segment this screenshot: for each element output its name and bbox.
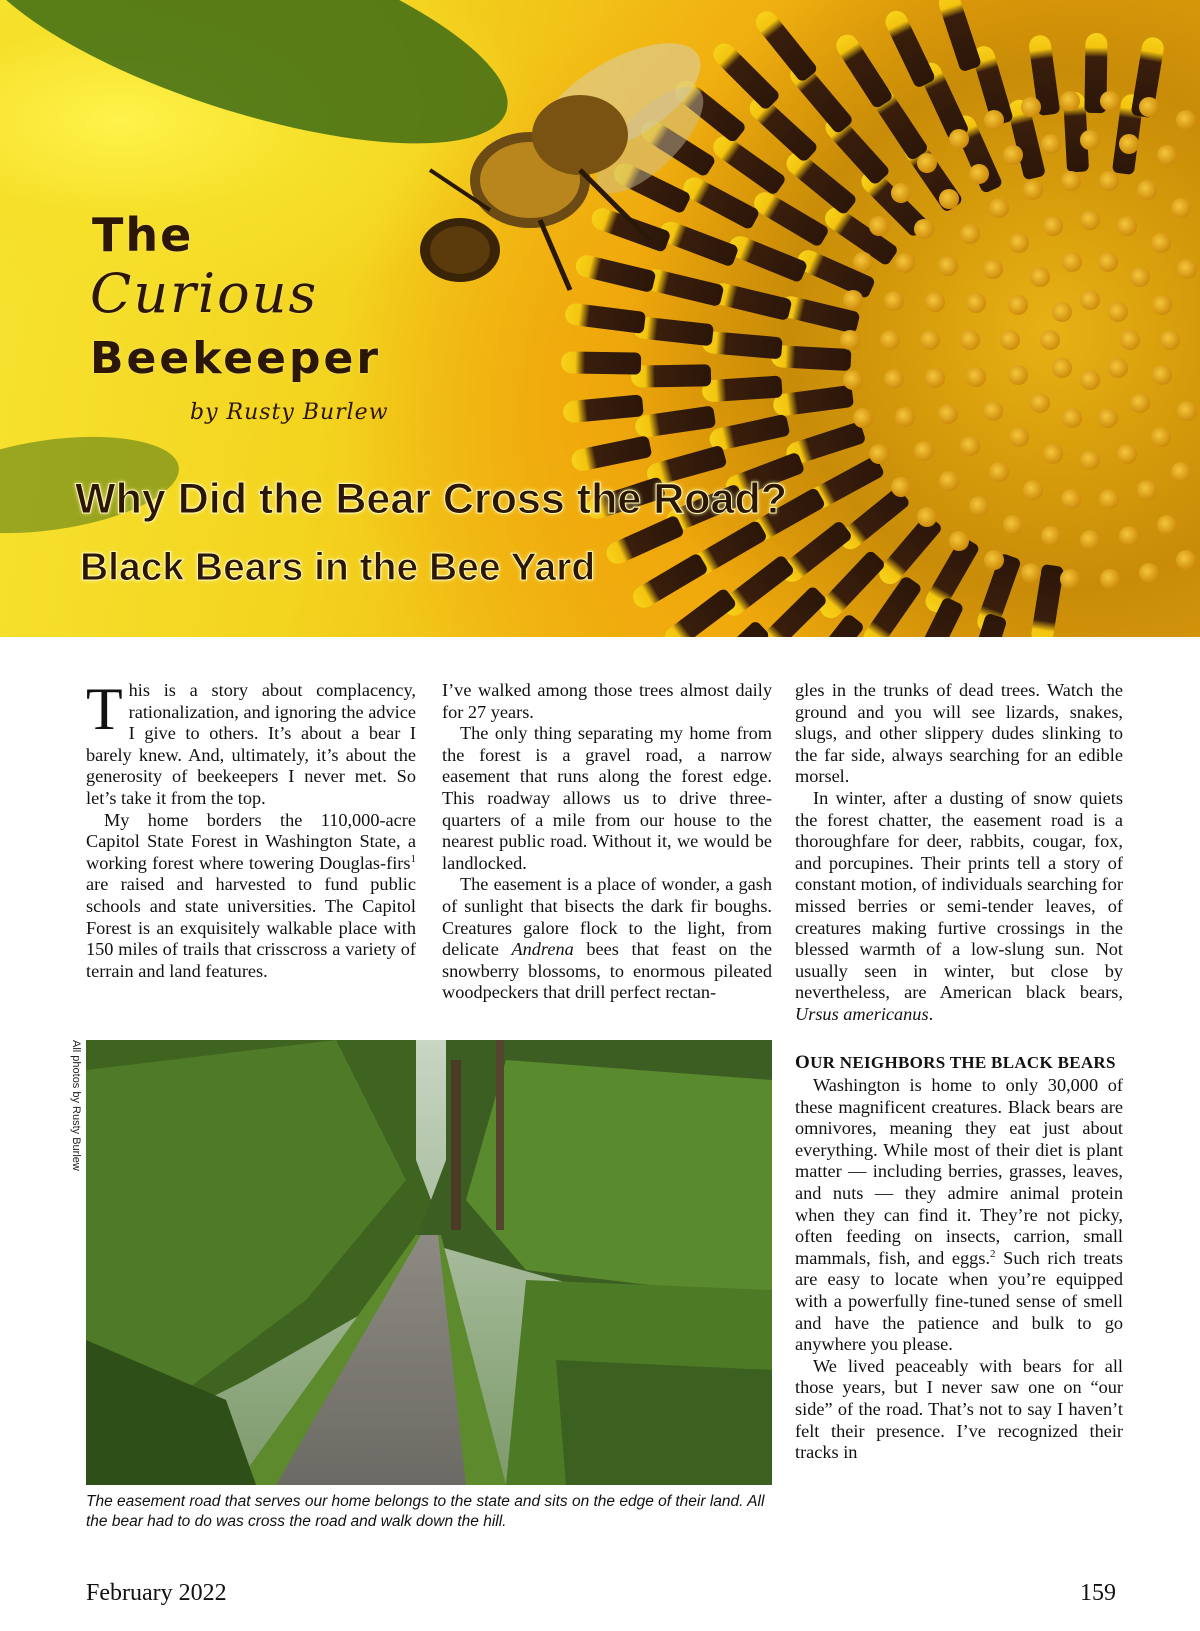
seed-floret bbox=[966, 367, 986, 387]
seed-floret bbox=[1177, 259, 1197, 279]
paragraph-text: Such rich treats are easy to locate when you’re equipped with a powerfully fine-tuned sense of smell and have the patience and bulk to go anywhere you please. bbox=[795, 1247, 1123, 1355]
seed-floret bbox=[1080, 530, 1100, 550]
photo-credit-text: All photos by Rusty Burlew bbox=[70, 1040, 82, 1171]
paragraph-text: My home borders the 110,000-acre Capitol State Forest in Washington State, a working forest where towering Douglas-firs bbox=[86, 809, 416, 873]
seed-floret bbox=[938, 256, 958, 276]
seed-floret bbox=[869, 444, 889, 464]
headline: Why Did the Bear Cross the Road? bbox=[75, 475, 787, 523]
seed-floret bbox=[1152, 365, 1172, 385]
paragraph: gles in the trunks of dead trees. Watch the ground and you will see lizards, snakes, slugs, and other slippery dudes slinking to the far side, always searching for an edible morsel. bbox=[795, 680, 1123, 787]
seed-floret bbox=[1009, 233, 1029, 253]
paragraph bbox=[86, 810, 416, 983]
header-image bbox=[0, 0, 1200, 637]
page-number: 159 bbox=[1080, 1580, 1116, 1606]
paragraph-text: are raised and harvested to fund public schools and state universities. The Capitol Forest is an exquisitely walkable place with 150 miles of trails that crisscross a variety of terrain and land features. bbox=[86, 874, 416, 981]
paragraph bbox=[795, 1075, 1123, 1356]
paragraph bbox=[442, 874, 772, 1004]
seed-floret bbox=[1021, 563, 1041, 583]
seed-floret bbox=[939, 189, 959, 209]
subheadline: Black Bears in the Bee Yard bbox=[80, 546, 596, 589]
seed-floret bbox=[983, 401, 1003, 421]
seed-floret bbox=[984, 110, 1004, 130]
byline: by Rusty Burlew bbox=[190, 400, 389, 425]
seed-floret bbox=[1080, 450, 1100, 470]
seed-floret bbox=[1080, 370, 1100, 390]
genus-name: Andrena bbox=[511, 939, 574, 960]
seed-floret bbox=[949, 129, 969, 149]
seed-floret bbox=[895, 253, 915, 273]
section-heading-rest: UR NEIGHBORS THE BLACK BEARS bbox=[810, 1052, 1116, 1072]
paragraph-text: Washington is home to only 30,000 of these magnificent creatures. Black bears are omnivores, meaning they eat just about everything. While most of their diet is plant matter — including berries, grasses, leaves, and nuts — they admire animal protein when they can find it. They’re not picky, often feeding on insects, carrion, small mammals, fish, and eggs. bbox=[795, 1075, 1123, 1268]
species-name: Ursus americanus bbox=[795, 1003, 929, 1024]
seed-floret bbox=[1098, 408, 1118, 428]
paragraph-text: In winter, after a dusting of snow quiets the forest chatter, the easement road is a thoroughfare for deer, rabbits, cougar, fox, and porcupines. Their prints tell a story of constant motion, of individuals searching for missed berries or semi-tender leaves, of creatures making furtive crossings in the blessed warmth of a low-slung sun. Not usually seen in winter, but close by nevertheless, are American black bears, bbox=[795, 787, 1123, 1003]
seed-floret bbox=[989, 462, 1009, 482]
seed-floret bbox=[1062, 252, 1082, 272]
floret bbox=[634, 405, 716, 438]
seed-floret bbox=[1098, 252, 1118, 272]
seed-floret bbox=[1120, 330, 1140, 350]
floret bbox=[701, 376, 782, 403]
floret bbox=[725, 233, 807, 283]
seed-floret bbox=[1119, 526, 1139, 546]
seed-floret bbox=[1023, 480, 1043, 500]
floret bbox=[936, 0, 982, 73]
seed-floret bbox=[1008, 365, 1028, 385]
seed-floret bbox=[969, 496, 989, 516]
issue-date: February 2022 bbox=[86, 1580, 227, 1606]
seed-floret bbox=[925, 368, 945, 388]
seed-floret bbox=[1080, 290, 1100, 310]
floret bbox=[772, 385, 854, 417]
seed-floret bbox=[1177, 401, 1197, 421]
seed-floret bbox=[1176, 110, 1196, 130]
seed-floret bbox=[1052, 358, 1072, 378]
seed-floret bbox=[1160, 330, 1180, 350]
paragraph-text: The easement is a place of wonder, a gash of sunlight that bisects the dark fir boughs. Creatures galore flock to the light, from delicate bbox=[442, 874, 772, 960]
seed-floret bbox=[949, 531, 969, 551]
seed-floret bbox=[1000, 330, 1020, 350]
seed-floret bbox=[1176, 550, 1196, 570]
seed-floret bbox=[1060, 569, 1080, 589]
article-column-3 bbox=[795, 680, 1123, 1464]
paragraph-text: his is a story about complacency, rationalization, and ignoring the advice I give to others. It’s about a bear I barely knew. And, ultimately, it’s about the generosity of beekeepers I never met. So let’s take it from the top. bbox=[86, 680, 416, 808]
floret bbox=[815, 550, 886, 623]
floret bbox=[631, 365, 711, 388]
seed-floret bbox=[1080, 130, 1100, 150]
paragraph: I’ve walked among those trees almost daily for 27 years. bbox=[442, 680, 772, 722]
seed-floret bbox=[1043, 444, 1063, 464]
seed-floret bbox=[1099, 171, 1119, 191]
seed-floret bbox=[884, 369, 904, 389]
seed-floret bbox=[920, 330, 940, 350]
seed-floret bbox=[884, 291, 904, 311]
footnote-marker: 2 bbox=[990, 1247, 996, 1260]
seed-floret bbox=[1040, 330, 1060, 350]
seed-floret bbox=[1119, 134, 1139, 154]
floret bbox=[771, 344, 852, 370]
seed-floret bbox=[1061, 171, 1081, 191]
seed-floret bbox=[1108, 302, 1128, 322]
seed-floret bbox=[1139, 97, 1159, 117]
seed-floret bbox=[925, 292, 945, 312]
seed-floret bbox=[1171, 198, 1191, 218]
floret bbox=[782, 148, 858, 216]
paragraph-text: . bbox=[928, 1003, 934, 1024]
seed-floret bbox=[853, 252, 873, 272]
seed-floret bbox=[1021, 97, 1041, 117]
seed-floret bbox=[914, 219, 934, 239]
photo-credit bbox=[66, 1040, 84, 1260]
seed-floret bbox=[1151, 233, 1171, 253]
seed-floret bbox=[895, 407, 915, 427]
floret bbox=[860, 575, 924, 637]
seed-floret bbox=[1060, 91, 1080, 111]
seed-floret bbox=[1023, 180, 1043, 200]
seed-floret bbox=[1061, 489, 1081, 509]
seed-floret bbox=[1137, 180, 1157, 200]
seed-floret bbox=[1009, 427, 1029, 447]
article-column-2 bbox=[442, 680, 772, 1004]
seed-floret bbox=[966, 293, 986, 313]
floret bbox=[661, 587, 738, 637]
seed-floret bbox=[960, 436, 980, 456]
forest-road-photo bbox=[86, 1040, 772, 1485]
seed-floret bbox=[960, 224, 980, 244]
floret bbox=[745, 93, 819, 163]
seed-floret bbox=[1152, 295, 1172, 315]
seed-floret bbox=[843, 370, 863, 390]
bee-image bbox=[420, 30, 720, 310]
seed-floret bbox=[1100, 569, 1120, 589]
seed-floret bbox=[880, 330, 900, 350]
seed-floret bbox=[1030, 393, 1050, 413]
seed-floret bbox=[984, 550, 1004, 570]
seed-floret bbox=[914, 441, 934, 461]
paragraph bbox=[86, 676, 416, 810]
series-title-the: The bbox=[92, 208, 194, 262]
seed-floret bbox=[1117, 444, 1137, 464]
section-heading bbox=[795, 1052, 1123, 1074]
series-title-beekeeper: Beekeeper bbox=[90, 333, 382, 384]
floret bbox=[832, 31, 894, 110]
paragraph: The only thing separating my home from the forest is a gravel road, a narrow easement that runs along the forest edge. This roadway allows us to drive three-quarters of a mile from our house to the nearest public road. Without it, we would be landlocked. bbox=[442, 723, 772, 873]
seed-floret bbox=[1157, 145, 1177, 165]
seed-floret bbox=[983, 259, 1003, 279]
seed-floret bbox=[853, 408, 873, 428]
article-column-1 bbox=[86, 676, 416, 982]
paragraph bbox=[795, 788, 1123, 1026]
seed-floret bbox=[1080, 210, 1100, 230]
photo-caption: The easement road that serves our home belongs to the state and sits on the edge of their land. All the bear had to do was cross the road and walk down the hill. bbox=[86, 1493, 765, 1530]
seed-floret bbox=[1043, 216, 1063, 236]
seed-floret bbox=[869, 216, 889, 236]
seed-floret bbox=[891, 183, 911, 203]
floret bbox=[561, 352, 641, 375]
seed-floret bbox=[1003, 515, 1023, 535]
seed-floret bbox=[1171, 462, 1191, 482]
seed-floret bbox=[1139, 563, 1159, 583]
floret bbox=[751, 7, 818, 83]
seed-floret bbox=[1041, 526, 1061, 546]
seed-floret bbox=[1137, 480, 1157, 500]
seed-floret bbox=[969, 164, 989, 184]
seed-floret bbox=[1008, 295, 1028, 315]
floret bbox=[750, 188, 830, 248]
floret bbox=[629, 552, 709, 612]
seed-floret bbox=[1117, 216, 1137, 236]
seed-floret bbox=[1157, 515, 1177, 535]
seed-floret bbox=[840, 330, 860, 350]
seed-floret bbox=[939, 471, 959, 491]
floret bbox=[562, 394, 644, 423]
seed-floret bbox=[938, 404, 958, 424]
footnote-marker: 1 bbox=[410, 852, 416, 865]
paragraph-text: bees that feast on the snowberry blossoms, to enormous pileated woodpeckers that drill perfect rectan- bbox=[442, 939, 773, 1003]
seed-floret bbox=[960, 330, 980, 350]
paragraph: We lived peaceably with bears for all those years, but I never saw one on “our side” of the road. That’s not to say I haven’t felt their presence. I’ve recognized their tracks in bbox=[795, 1355, 1123, 1463]
seed-floret bbox=[1100, 91, 1120, 111]
seed-floret bbox=[1130, 267, 1150, 287]
series-title-curious: Curious bbox=[90, 262, 319, 325]
seed-floret bbox=[1052, 302, 1072, 322]
seed-floret bbox=[1130, 393, 1150, 413]
seed-floret bbox=[1030, 267, 1050, 287]
seed-floret bbox=[1151, 427, 1171, 447]
seed-floret bbox=[1099, 489, 1119, 509]
seed-floret bbox=[1108, 358, 1128, 378]
floret bbox=[882, 7, 936, 89]
seed-floret bbox=[1062, 408, 1082, 428]
floret bbox=[701, 330, 783, 359]
seed-floret bbox=[891, 477, 911, 497]
floret bbox=[570, 436, 653, 474]
section-heading-initial: O bbox=[795, 1051, 811, 1073]
seed-floret bbox=[843, 290, 863, 310]
floret bbox=[709, 132, 787, 196]
seed-floret bbox=[989, 198, 1009, 218]
drop-cap: T bbox=[86, 676, 123, 742]
seed-floret bbox=[917, 507, 937, 527]
seed-floret bbox=[1041, 134, 1061, 154]
